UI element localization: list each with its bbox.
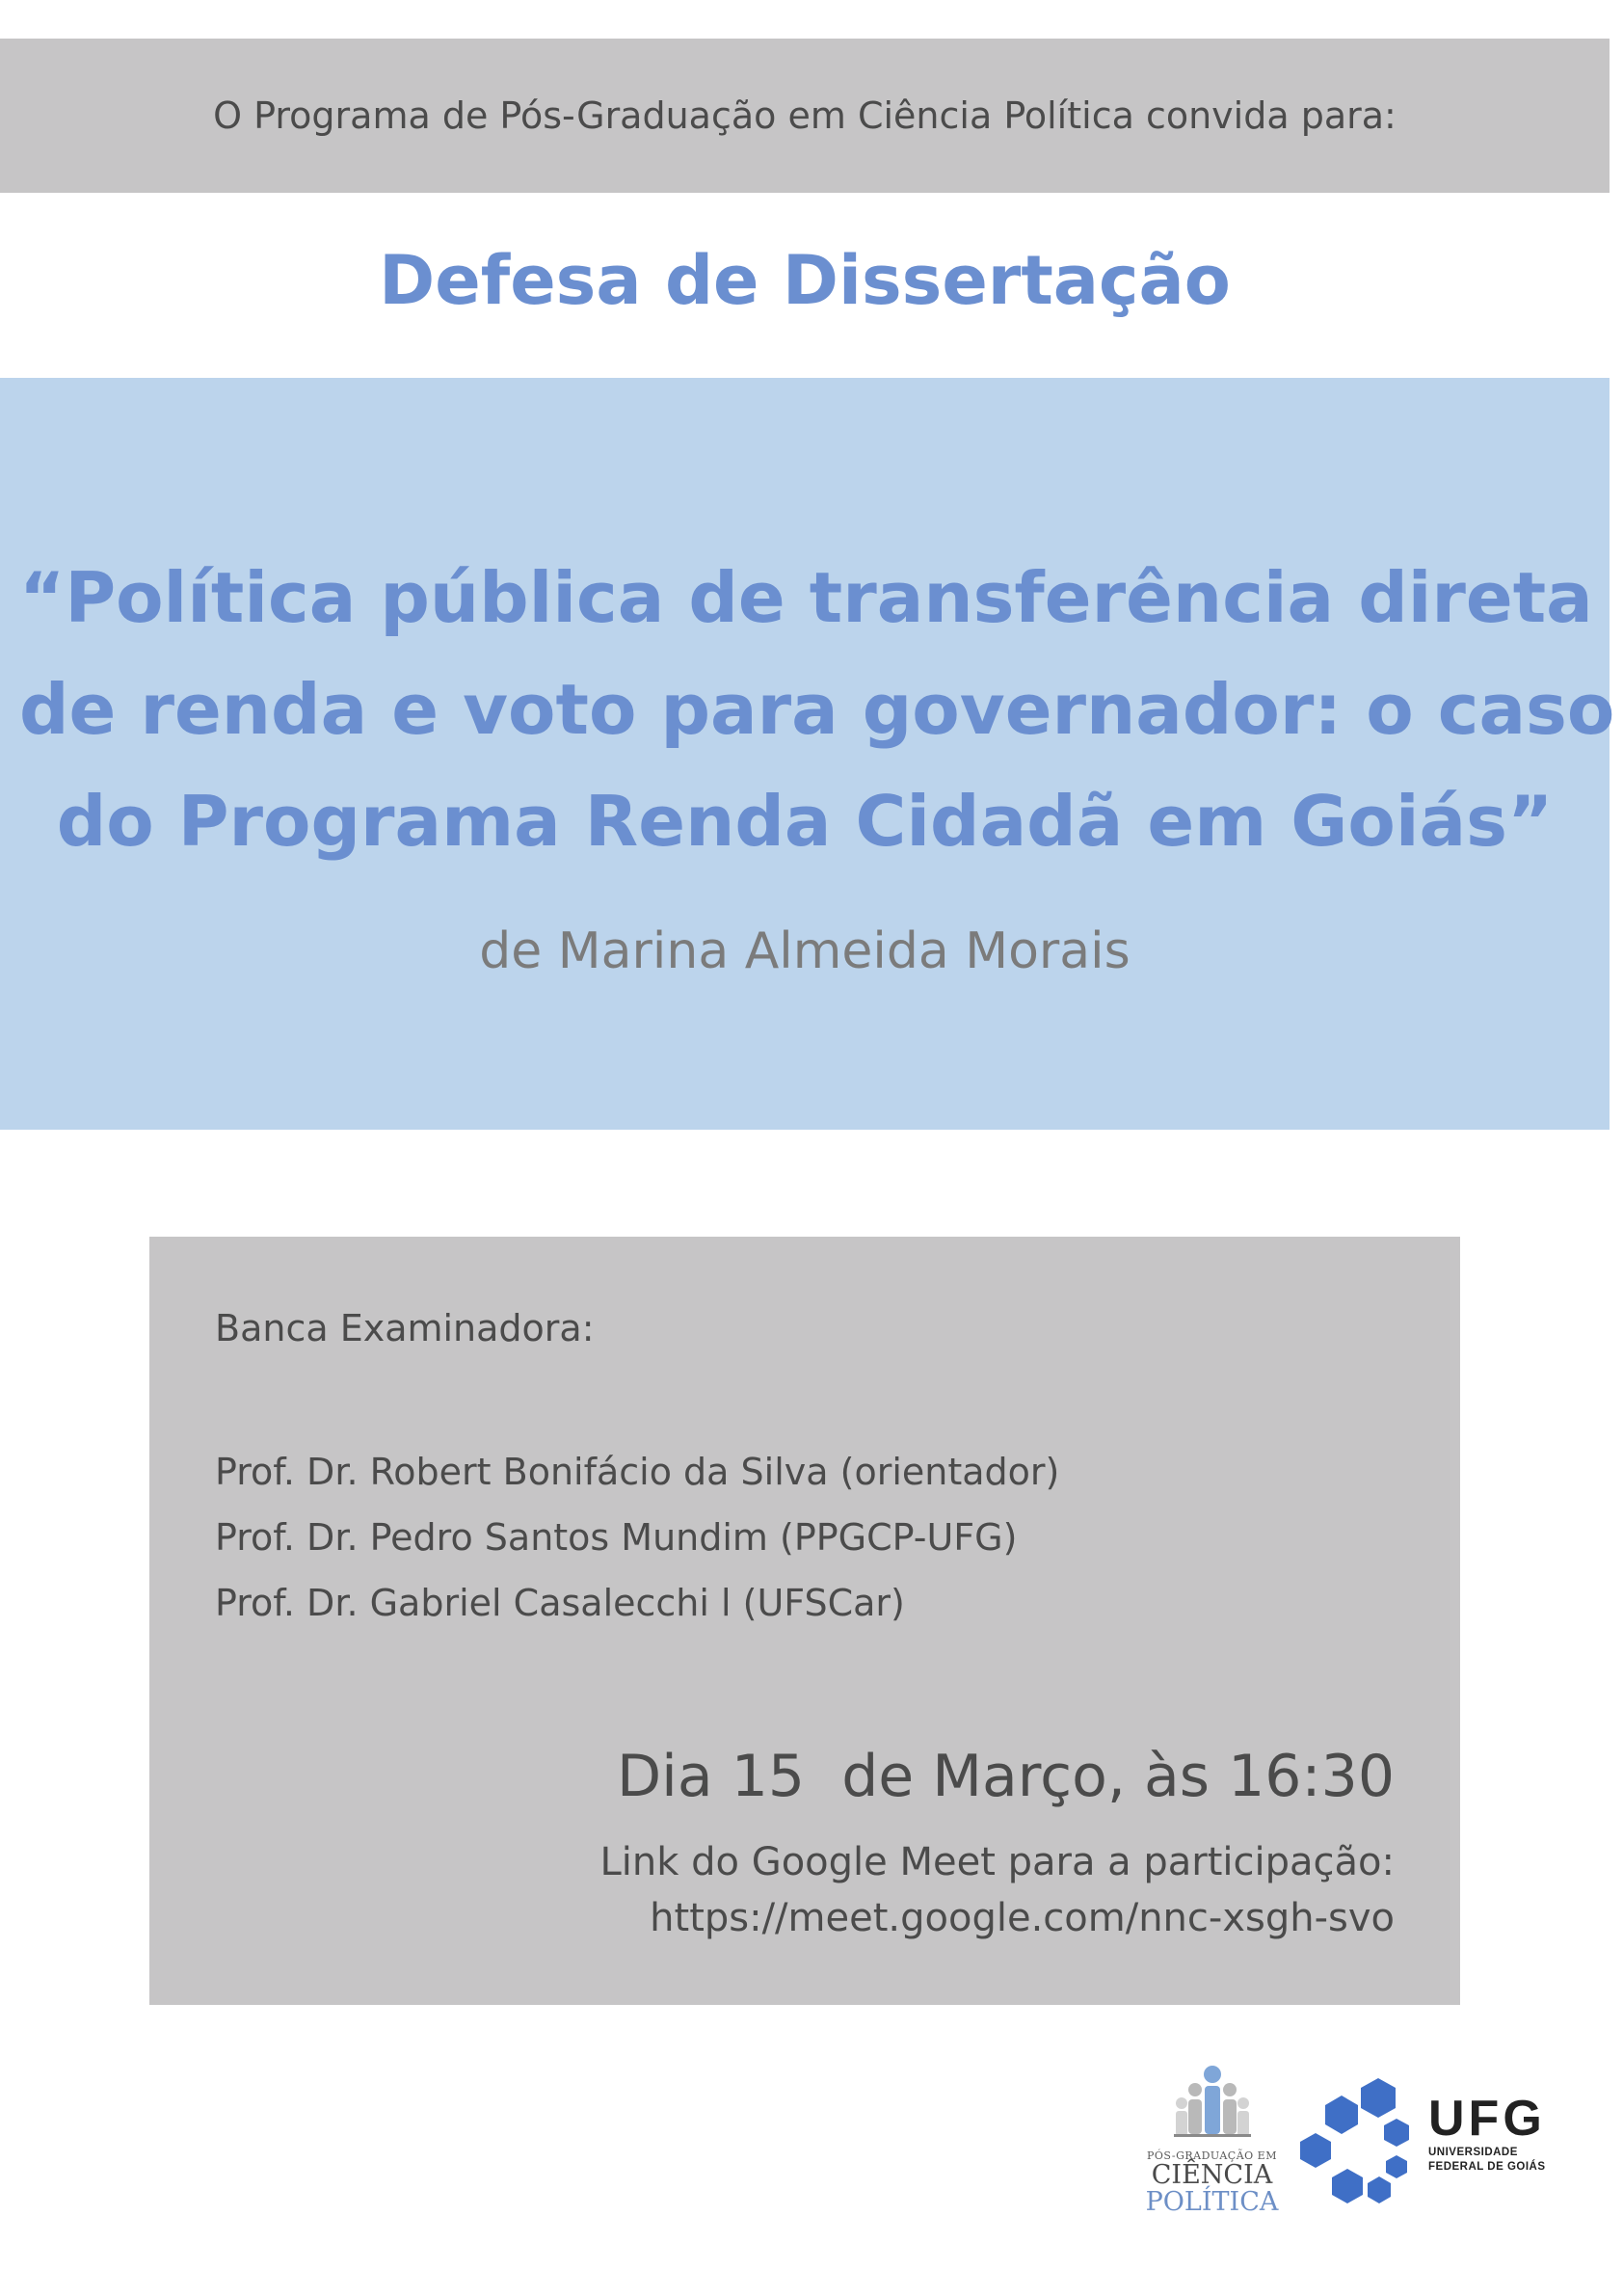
people-group-icon bbox=[1174, 2063, 1251, 2146]
hexagon-cluster-icon bbox=[1296, 2072, 1422, 2207]
meeting-link-label: Link do Google Meet para a participação: bbox=[599, 1840, 1395, 1884]
committee-list bbox=[215, 1439, 1059, 1636]
event-type-heading: Defesa de Dissertação bbox=[379, 241, 1231, 320]
title-line: “Política pública de transferência direta bbox=[19, 557, 1593, 638]
committee-member: Prof. Dr. Pedro Santos Mundim (PPGCP-UFG) bbox=[215, 1516, 1018, 1559]
program-logo-line2: POLÍTICA bbox=[1145, 2187, 1279, 2217]
meeting-link-url[interactable]: https://meet.google.com/nnc-xsgh-svo bbox=[650, 1896, 1395, 1940]
program-logo bbox=[1142, 2063, 1282, 2217]
meeting-link-block bbox=[599, 1834, 1395, 1946]
title-line: do Programa Renda Cidadã em Goiás” bbox=[56, 781, 1554, 862]
title-line: de renda e voto para governador: o caso bbox=[19, 669, 1615, 750]
program-logo-line1: CIÊNCIA bbox=[1151, 2160, 1273, 2190]
ufg-name-line1: UNIVERSIDADE bbox=[1428, 2147, 1518, 2158]
event-date-time: Dia 15 de Março, às 16:30 bbox=[616, 1743, 1395, 1810]
invitation-banner bbox=[0, 39, 1610, 193]
ufg-name-line2: FEDERAL DE GOIÁS bbox=[1428, 2161, 1546, 2173]
committee-member: Prof. Dr. Gabriel Casalecchi l (UFSCar) bbox=[215, 1582, 905, 1624]
dissertation-title-panel bbox=[0, 378, 1615, 1130]
ufg-logo-text bbox=[1428, 2092, 1546, 2175]
committee-member: Prof. Dr. Robert Bonifácio da Silva (orientador) bbox=[215, 1451, 1060, 1493]
ufg-acronym: UFG bbox=[1428, 2091, 1546, 2147]
committee-heading: Banca Examinadora: bbox=[215, 1307, 595, 1349]
program-logo-subtitle: PÓS-GRADUAÇÃO EM bbox=[1147, 2149, 1277, 2162]
invitation-text: O Programa de Pós-Graduação em Ciência Política convida para: bbox=[213, 94, 1397, 137]
dissertation-title bbox=[19, 542, 1615, 877]
author-line: de Marina Almeida Morais bbox=[479, 922, 1131, 980]
committee-panel bbox=[149, 1237, 1460, 2005]
ufg-logo bbox=[1296, 2072, 1556, 2207]
